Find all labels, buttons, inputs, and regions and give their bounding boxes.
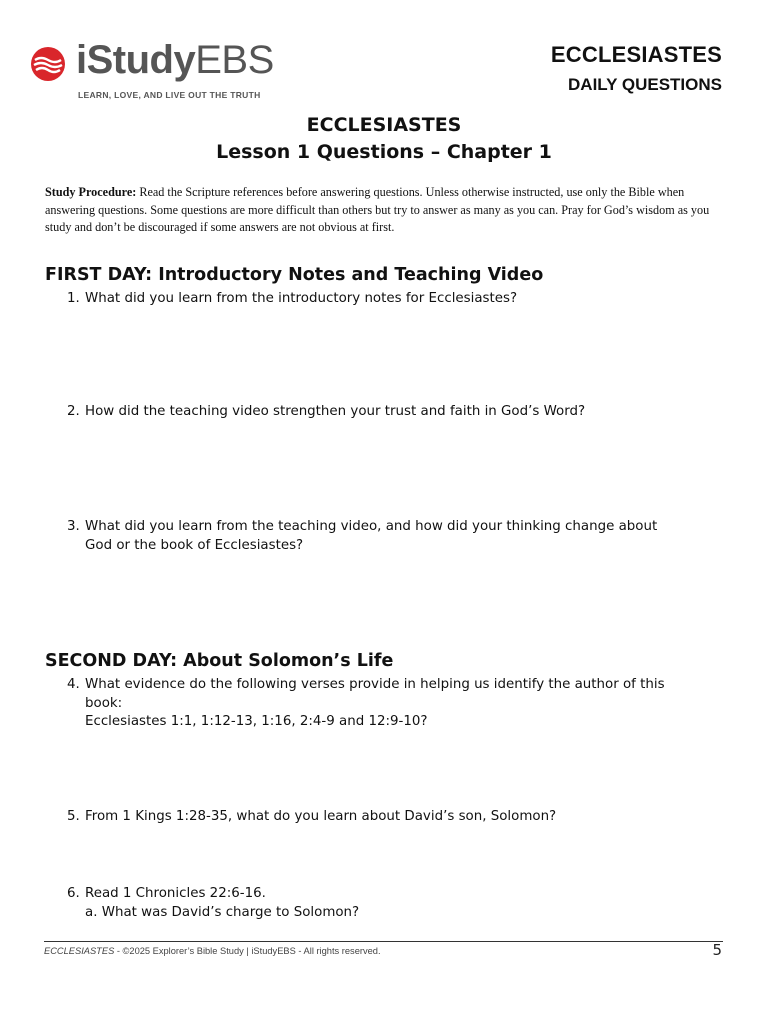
question-4: [67, 676, 707, 732]
question-text-cont: book:: [85, 695, 123, 711]
document-title: [0, 112, 768, 166]
question-6: [67, 885, 707, 922]
logo-tagline: LEARN, LOVE, AND LIVE OUT THE TRUTH: [78, 90, 261, 100]
question-text-cont: Ecclesiastes 1:1, 1:12-13, 1:16, 2:4-9 and 12:9-10?: [85, 714, 428, 729]
question-number: 5.: [67, 809, 80, 824]
question-text: From 1 Kings 1:28-35, what do you learn about David’s son, Solomon?: [85, 809, 557, 824]
document-title-line2: Lesson 1 Questions – Chapter 1: [216, 141, 552, 163]
istudyebs-logo: [30, 38, 290, 104]
question-number: 1.: [67, 291, 80, 306]
footer-copyright: [44, 946, 381, 956]
study-procedure-label: Study Procedure:: [45, 185, 137, 199]
question-text: What did you learn from the teaching video, and how did your thinking change about: [85, 519, 658, 534]
logo-mark-icon: [30, 46, 66, 82]
document-title-line1: ECCLESIASTES: [306, 114, 462, 136]
question-text: What evidence do the following verses provide in helping us identify the author of this: [85, 677, 665, 692]
header-subtitle: DAILY QUESTIONS: [568, 75, 722, 94]
footer-copyright-text: - ©2025 Explorer’s Bible Study | iStudyEBS - All rights reserved.: [114, 946, 381, 956]
question-text: Read 1 Chronicles 22:6-16.: [85, 886, 266, 901]
question-1: [67, 290, 707, 309]
footer-book: ECCLESIASTES: [44, 946, 115, 956]
question-3: [67, 518, 707, 555]
header-book-title: ECCLESIASTES: [550, 42, 722, 67]
study-procedure: [45, 184, 715, 237]
question-2: [67, 403, 707, 422]
section-heading-first-day: FIRST DAY: Introductory Notes and Teaching Video: [45, 265, 544, 285]
question-text: How did the teaching video strengthen your trust and faith in God’s Word?: [85, 404, 586, 419]
question-subpart-a: a. What was David’s charge to Solomon?: [85, 904, 360, 920]
logo-wordmark: iStudyEBS: [76, 38, 274, 82]
question-number: 3.: [67, 519, 80, 534]
question-number: 4.: [67, 677, 80, 692]
question-text: What did you learn from the introductory notes for Ecclesiastes?: [85, 291, 518, 306]
study-procedure-text: Read the Scripture references before answering questions. Unless otherwise instructed, use only the Bible when answering questions. Some questions are more difficult than others but try to answer as many as you can. Pray for God’s wisdom as you study and don’t be discouraged if some answers are not obvious at first.: [45, 185, 710, 234]
question-number: 2.: [67, 404, 80, 419]
question-text-cont: God or the book of Ecclesiastes?: [85, 537, 304, 553]
footer-divider: [44, 941, 723, 942]
section-heading-second-day: SECOND DAY: About Solomon’s Life: [45, 651, 394, 671]
page-number: 5: [712, 941, 722, 959]
question-number: 6.: [67, 886, 80, 901]
question-5: [67, 808, 707, 827]
